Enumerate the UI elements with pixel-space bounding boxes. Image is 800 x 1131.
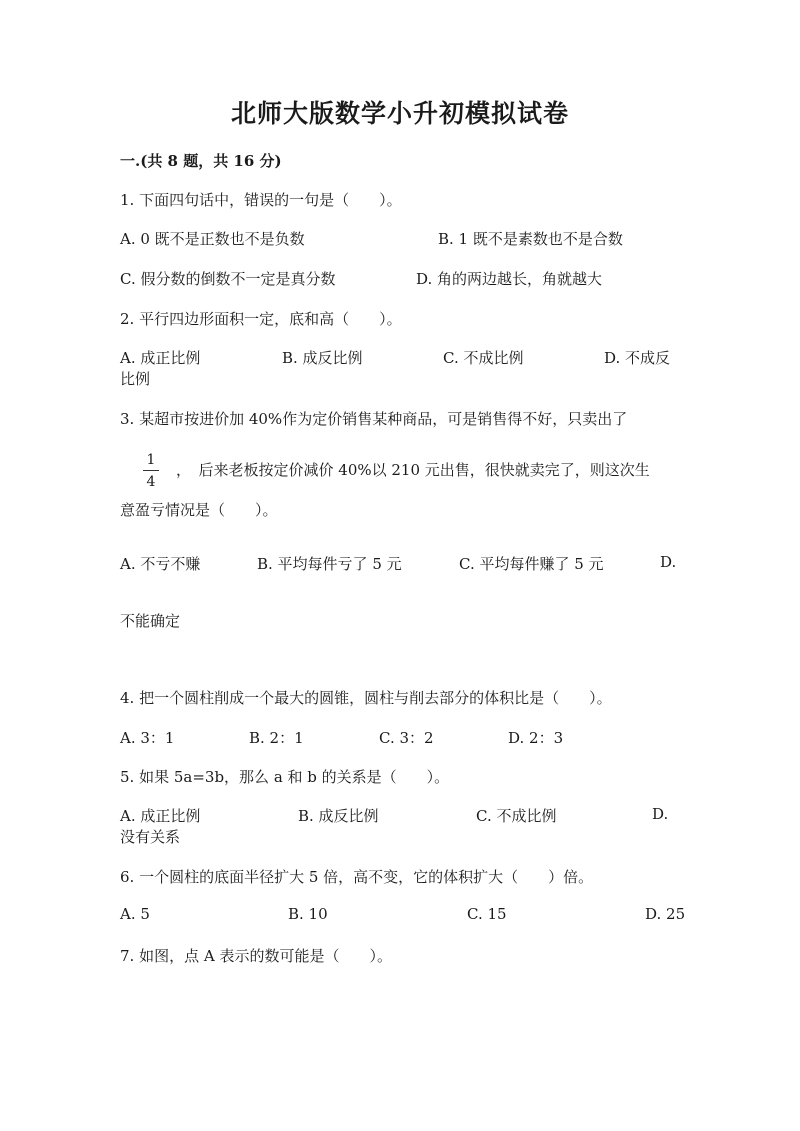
- question-1-option-b: B. 1 既不是素数也不是合数: [438, 230, 623, 248]
- question-2-option-c: C. 不成比例: [443, 349, 524, 367]
- page-title: 北师大版数学小升初模拟试卷: [230, 99, 569, 128]
- question-4-option-c: C. 3：2: [379, 729, 434, 747]
- question-1-option-a: A. 0 既不是正数也不是负数: [120, 230, 305, 248]
- question-2-option-d: D. 不成反: [604, 349, 671, 367]
- question-5-option-d-wrap: 没有关系: [120, 828, 181, 846]
- question-3-option-a: A. 不亏不赚: [120, 555, 201, 573]
- question-6-option-b: B. 10: [288, 905, 328, 923]
- question-5-option-c: C. 不成比例: [476, 807, 557, 825]
- question-5-option-b: B. 成反比例: [298, 807, 379, 825]
- question-5-stem: 5. 如果 5a=3b，那么 a 和 b 的关系是（ ）。: [120, 768, 450, 786]
- fraction-one-quarter: [143, 452, 159, 490]
- question-6-option-a: A. 5: [120, 905, 150, 923]
- question-5-option-a: A. 成正比例: [120, 807, 201, 825]
- question-3-option-d: D.: [660, 553, 677, 571]
- question-3-stem-line-3: 意盈亏情况是（ ）。: [120, 501, 278, 519]
- question-2-stem: 2. 平行四边形面积一定，底和高（ ）。: [120, 310, 402, 328]
- question-4-option-a: A. 3：1: [120, 729, 175, 747]
- question-2-option-d-wrap: 比例: [120, 370, 151, 388]
- question-6-option-c: C. 15: [467, 905, 507, 923]
- question-3-option-c: C. 平均每件赚了 5 元: [459, 555, 604, 573]
- question-5-option-d: D.: [652, 805, 669, 823]
- question-4-stem: 4. 把一个圆柱削成一个最大的圆锥，圆柱与削去部分的体积比是（ ）。: [120, 689, 612, 707]
- question-3-stem-line-1: 3. 某超市按进价加 40%作为定价销售某种商品，可是销售得不好，只卖出了: [120, 410, 628, 428]
- question-3-stem-line-2: ， 后来老板按定价减价 40%以 210 元出售，很快就卖完了，则这次生: [176, 461, 650, 479]
- fraction-denominator: 4: [146, 474, 156, 490]
- question-1-stem: 1. 下面四句话中，错误的一句是（ ）。: [120, 191, 402, 209]
- question-2-option-b: B. 成反比例: [282, 349, 363, 367]
- question-3-option-b: B. 平均每件亏了 5 元: [257, 555, 402, 573]
- question-3-option-d-wrap: 不能确定: [120, 612, 181, 630]
- section-heading: 一.(共 8 题，共 16 分): [120, 152, 282, 170]
- question-1-option-d: D. 角的两边越长，角就越大: [416, 270, 603, 288]
- question-6-option-d: D. 25: [645, 905, 686, 923]
- fraction-numerator: 1: [146, 452, 156, 468]
- question-4-option-d: D. 2：3: [508, 729, 564, 747]
- question-2-option-a: A. 成正比例: [120, 349, 201, 367]
- question-6-stem: 6. 一个圆柱的底面半径扩大 5 倍，高不变，它的体积扩大（ ）倍。: [120, 868, 594, 886]
- question-4-option-b: B. 2：1: [249, 729, 304, 747]
- fraction-bar: [143, 470, 159, 471]
- question-7-stem: 7. 如图，点 A 表示的数可能是（ ）。: [120, 947, 392, 965]
- question-1-option-c: C. 假分数的倒数不一定是真分数: [120, 270, 336, 288]
